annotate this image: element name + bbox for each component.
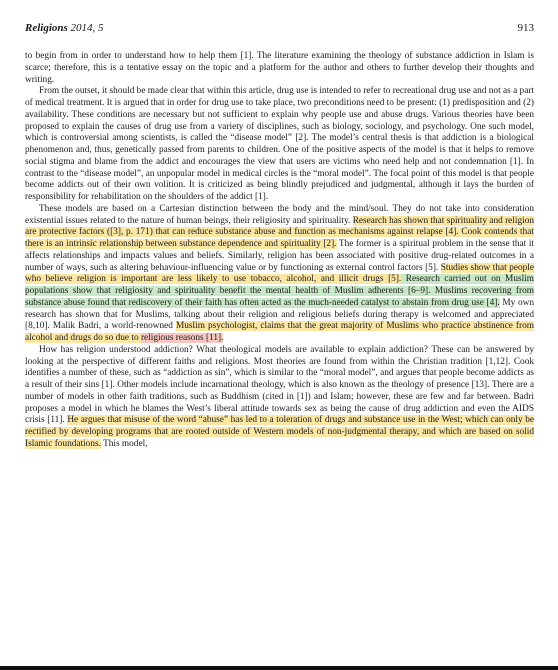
highlighted-text-yellow: Studies show that people who believe religion is important are less likely to use tobacco, alcohol, and illicit drugs [5]. bbox=[25, 262, 534, 285]
journal-citation bbox=[25, 22, 104, 34]
text-segment: These models are based on a Cartesian distinction between the body and the mind/soul. They do not take into consideration existential issues related to the nature of human beings, their religiosity and spirituality. bbox=[25, 203, 534, 226]
highlighted-text-pink: religious reasons [11]. bbox=[140, 333, 224, 343]
paragraph bbox=[25, 345, 534, 451]
highlighted-text-yellow: He argues that misuse of the word “abuse” has led to a toleration of drugs and substance use in the West; which can only be rectified by developing programs that are rooted outside of Western models of non-judgmental therapy, and which are based on solid Islamic foundations. bbox=[25, 415, 534, 449]
highlighted-text-yellow: Research has shown that spirituality and religion are protective factors ([3], p. 171) that can reduce substance abuse and function as mechanisms against relapse [4]. Cook contends that there is an intrinsic relationship between substance dependence and spirituality [2]. bbox=[25, 215, 534, 249]
page-header bbox=[25, 22, 534, 34]
paragraph bbox=[25, 86, 534, 204]
paragraph bbox=[25, 51, 534, 86]
text-segment: From the outset, it should be made clear that within this article, drug use is intended to refer to recreational drug use and not as a part of medical treatment. It is argued that in order for drug use to take place, two preconditions need to be present: (1) predisposition and (2) availability. These conditions are necessary but not sufficient to explain why people use and abuse drugs. Various theories have been proposed to explain the causes of drug use from a variety of disciplines, such as biology, sociology, and psychology. One such model, which is controversial among scientists, is called the “disease model” [2]. The model’s central thesis is that addiction is a biological phenomenon and, thus, genetically passed from parents to children. One of the positive aspects of the model is that it helps to remove social stigma and blame from the addict and encourages the view that users are victims who need help and not condemnation [1]. In contrast to the “disease model”, an unpopular model in medical circles is the “moral model”. The focal point of this model is that people become addicts out of their own volition. It is criticized as being blindly prejudiced and judgmental, although it lays the burden of responsibility for rehabilitation on the shoulders of the addict [1]. bbox=[25, 86, 534, 202]
paragraph bbox=[25, 204, 534, 345]
text-segment: My own research has shown that for Muslims, talking about their religion and religious beliefs during therapy is welcomed and appreciated [8,10]. Malik Badri, a world-renowned bbox=[25, 297, 534, 332]
page-number: 913 bbox=[517, 22, 534, 34]
journal-volume: 5 bbox=[98, 22, 104, 34]
highlighted-text-yellow: Muslim psychologist, claims that the great majority of Muslims who practice abstinence from alcohol and drugs do so due to bbox=[25, 321, 534, 343]
journal-year: 2014, bbox=[70, 22, 96, 34]
text-segment: This model, bbox=[100, 438, 148, 449]
journal-name: Religions bbox=[25, 22, 68, 34]
text-segment: to begin from in order to understand how to help them [1]. The literature examining the theology of substance addiction in Islam is scarce; therefore, this is a tentative essay on the topic and a platform for the author and others to further develop their thoughts and writing. bbox=[25, 51, 534, 85]
highlighted-text-green: Research carried out on Muslim populations show that religiosity and spirituality benefit the mental health of Muslim adherents [6–9]. Muslims recovering from substance abuse found that rediscovery of their faith has often acted as the much-needed catalyst to abstain from drug use [4]. bbox=[25, 274, 534, 308]
text-segment: The former is a spiritual problem in the sense that it affects relationships and impacts values and beliefs. Similarly, religion has been associated with positive drug-related outcomes in a number of ways, such as altering behaviour-influencing value or by functioning as external control factors [5]. bbox=[25, 239, 534, 273]
text-segment: How has religion understood addiction? What theological models are available to explain addiction? These can be answered by looking at the perspective of different faiths and religions. Most theories are found from within the Christian tradition [1,12]. Cook identifies a number of these, such as “addiction as sin”, which is similar to the “moral model”, and argues that people become addicts as a result of their sins [1]. Other models include incarnational theology, which is also known as the theology of presence [13]. There are a number of models in other faith traditions, such as Buddhism (cited in [1]) and Islam; however, these are few and far between. Badri proposes a model in which he blames the West’s liberal attitude towards sex as being the cause of drug addiction and even the AIDS crisis [11]. bbox=[25, 344, 534, 426]
article-body bbox=[25, 51, 534, 451]
